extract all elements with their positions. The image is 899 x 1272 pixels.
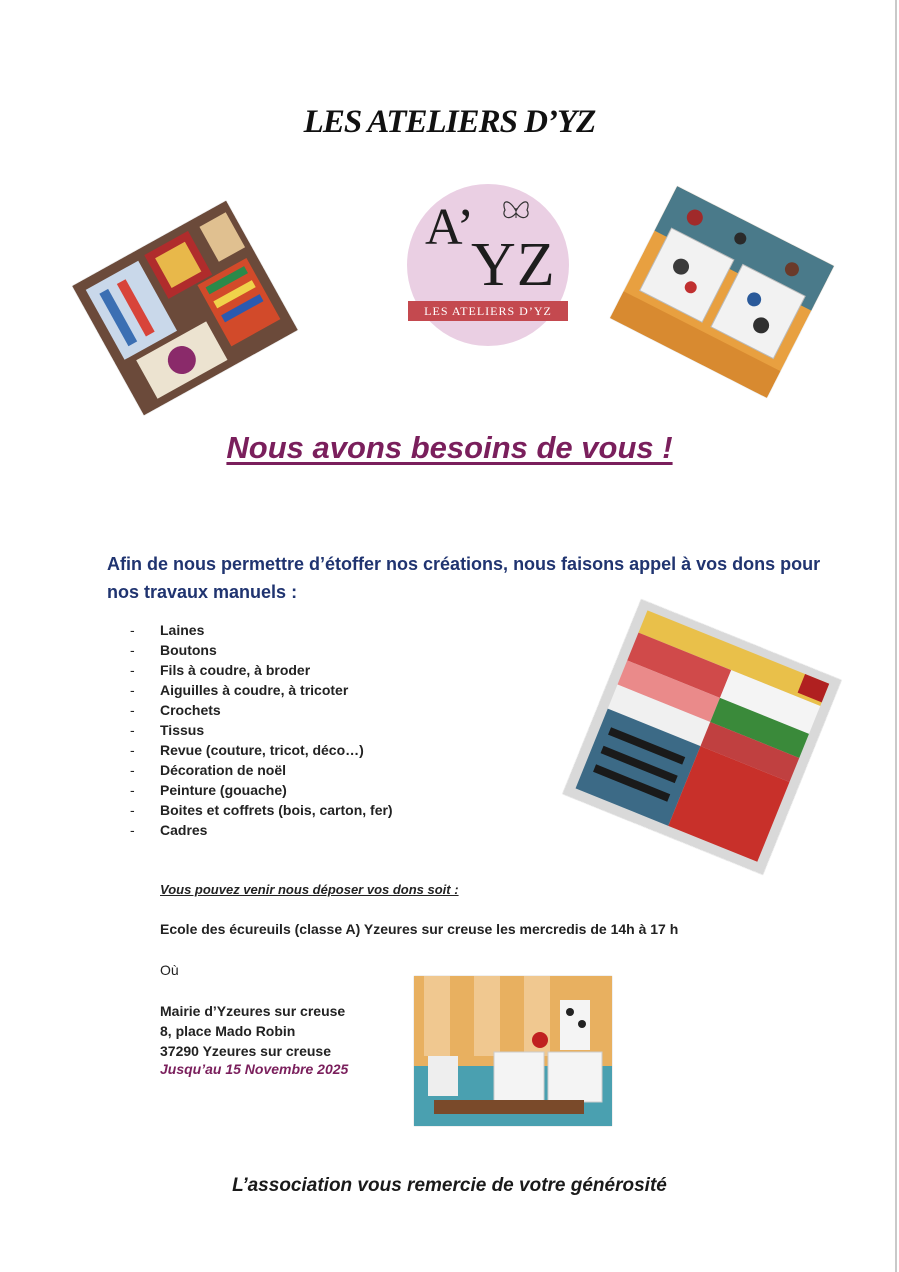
school-location: Ecole des écureuils (classe A) Yzeures sur creuse les mercredis de 14h à 17 h <box>160 921 679 937</box>
town-hall-address <box>160 1001 345 1061</box>
list-item <box>130 760 393 780</box>
list-item <box>130 700 393 720</box>
list-item-label: Aiguilles à coudre, à tricoter <box>160 682 349 698</box>
donation-list <box>130 620 393 840</box>
list-marker: - <box>130 742 135 758</box>
association-logo <box>407 184 569 346</box>
address-line: 8, place Mado Robin <box>160 1023 296 1039</box>
list-item-label: Laines <box>160 622 205 638</box>
list-item-label: Boutons <box>160 642 217 658</box>
list-item <box>130 740 393 760</box>
logo-ribbon: LES ATELIERS D’YZ <box>408 301 568 321</box>
list-marker: - <box>130 722 135 738</box>
butterfly-icon <box>499 196 533 226</box>
list-marker: - <box>130 702 135 718</box>
list-item <box>130 640 393 660</box>
address-line: Mairie d’Yzeures sur creuse <box>160 1003 346 1019</box>
list-marker: - <box>130 822 135 838</box>
logo-mark-a: A’ <box>425 199 475 256</box>
list-marker: - <box>130 642 135 658</box>
list-item-label: Crochets <box>160 702 221 718</box>
appeal-heading: Nous avons besoins de vous ! <box>226 430 673 465</box>
address-line: 37290 Yzeures sur creuse <box>160 1043 331 1059</box>
deposit-label: Vous pouvez venir nous déposer vos dons soit : <box>160 882 459 897</box>
logo-mark-yz: YZ <box>471 231 556 299</box>
list-marker: - <box>130 682 135 698</box>
list-item <box>130 800 393 820</box>
list-item <box>130 780 393 800</box>
scan-edge <box>895 0 897 1272</box>
list-marker: - <box>130 802 135 818</box>
list-item-label: Revue (couture, tricot, déco…) <box>160 742 364 758</box>
list-item <box>130 620 393 640</box>
crafts-photo-frames <box>610 186 834 398</box>
list-marker: - <box>130 762 135 778</box>
list-marker: - <box>130 782 135 798</box>
list-item-label: Décoration de noël <box>160 762 287 778</box>
list-item <box>130 680 393 700</box>
list-item <box>130 720 393 740</box>
list-item-label: Boites et coffrets (bois, carton, fer) <box>160 802 393 818</box>
list-item <box>130 820 393 840</box>
list-item-label: Tissus <box>160 722 205 738</box>
list-item-label: Peinture (gouache) <box>160 782 287 798</box>
intro-text: Afin de nous permettre d’étoffer nos créations, nous faisons appel à vos dons pour nos travaux manuels : <box>107 554 821 602</box>
list-item-label: Cadres <box>160 822 208 838</box>
list-item-label: Fils à coudre, à broder <box>160 662 311 678</box>
crafts-photo-fabrics <box>72 201 298 416</box>
thank-you-text: L’association vous remercie de votre générosité <box>232 1175 667 1196</box>
page-title: LES ATELIERS D’YZ <box>303 104 596 140</box>
crafts-photo-exhibit <box>414 976 612 1126</box>
crafts-photo-fabric-stack <box>563 599 842 875</box>
list-marker: - <box>130 622 135 638</box>
list-marker: - <box>130 662 135 678</box>
list-item <box>130 660 393 680</box>
deadline-text: Jusqu’au 15 Novembre 2025 <box>160 1061 349 1077</box>
or-label: Où <box>160 962 179 978</box>
